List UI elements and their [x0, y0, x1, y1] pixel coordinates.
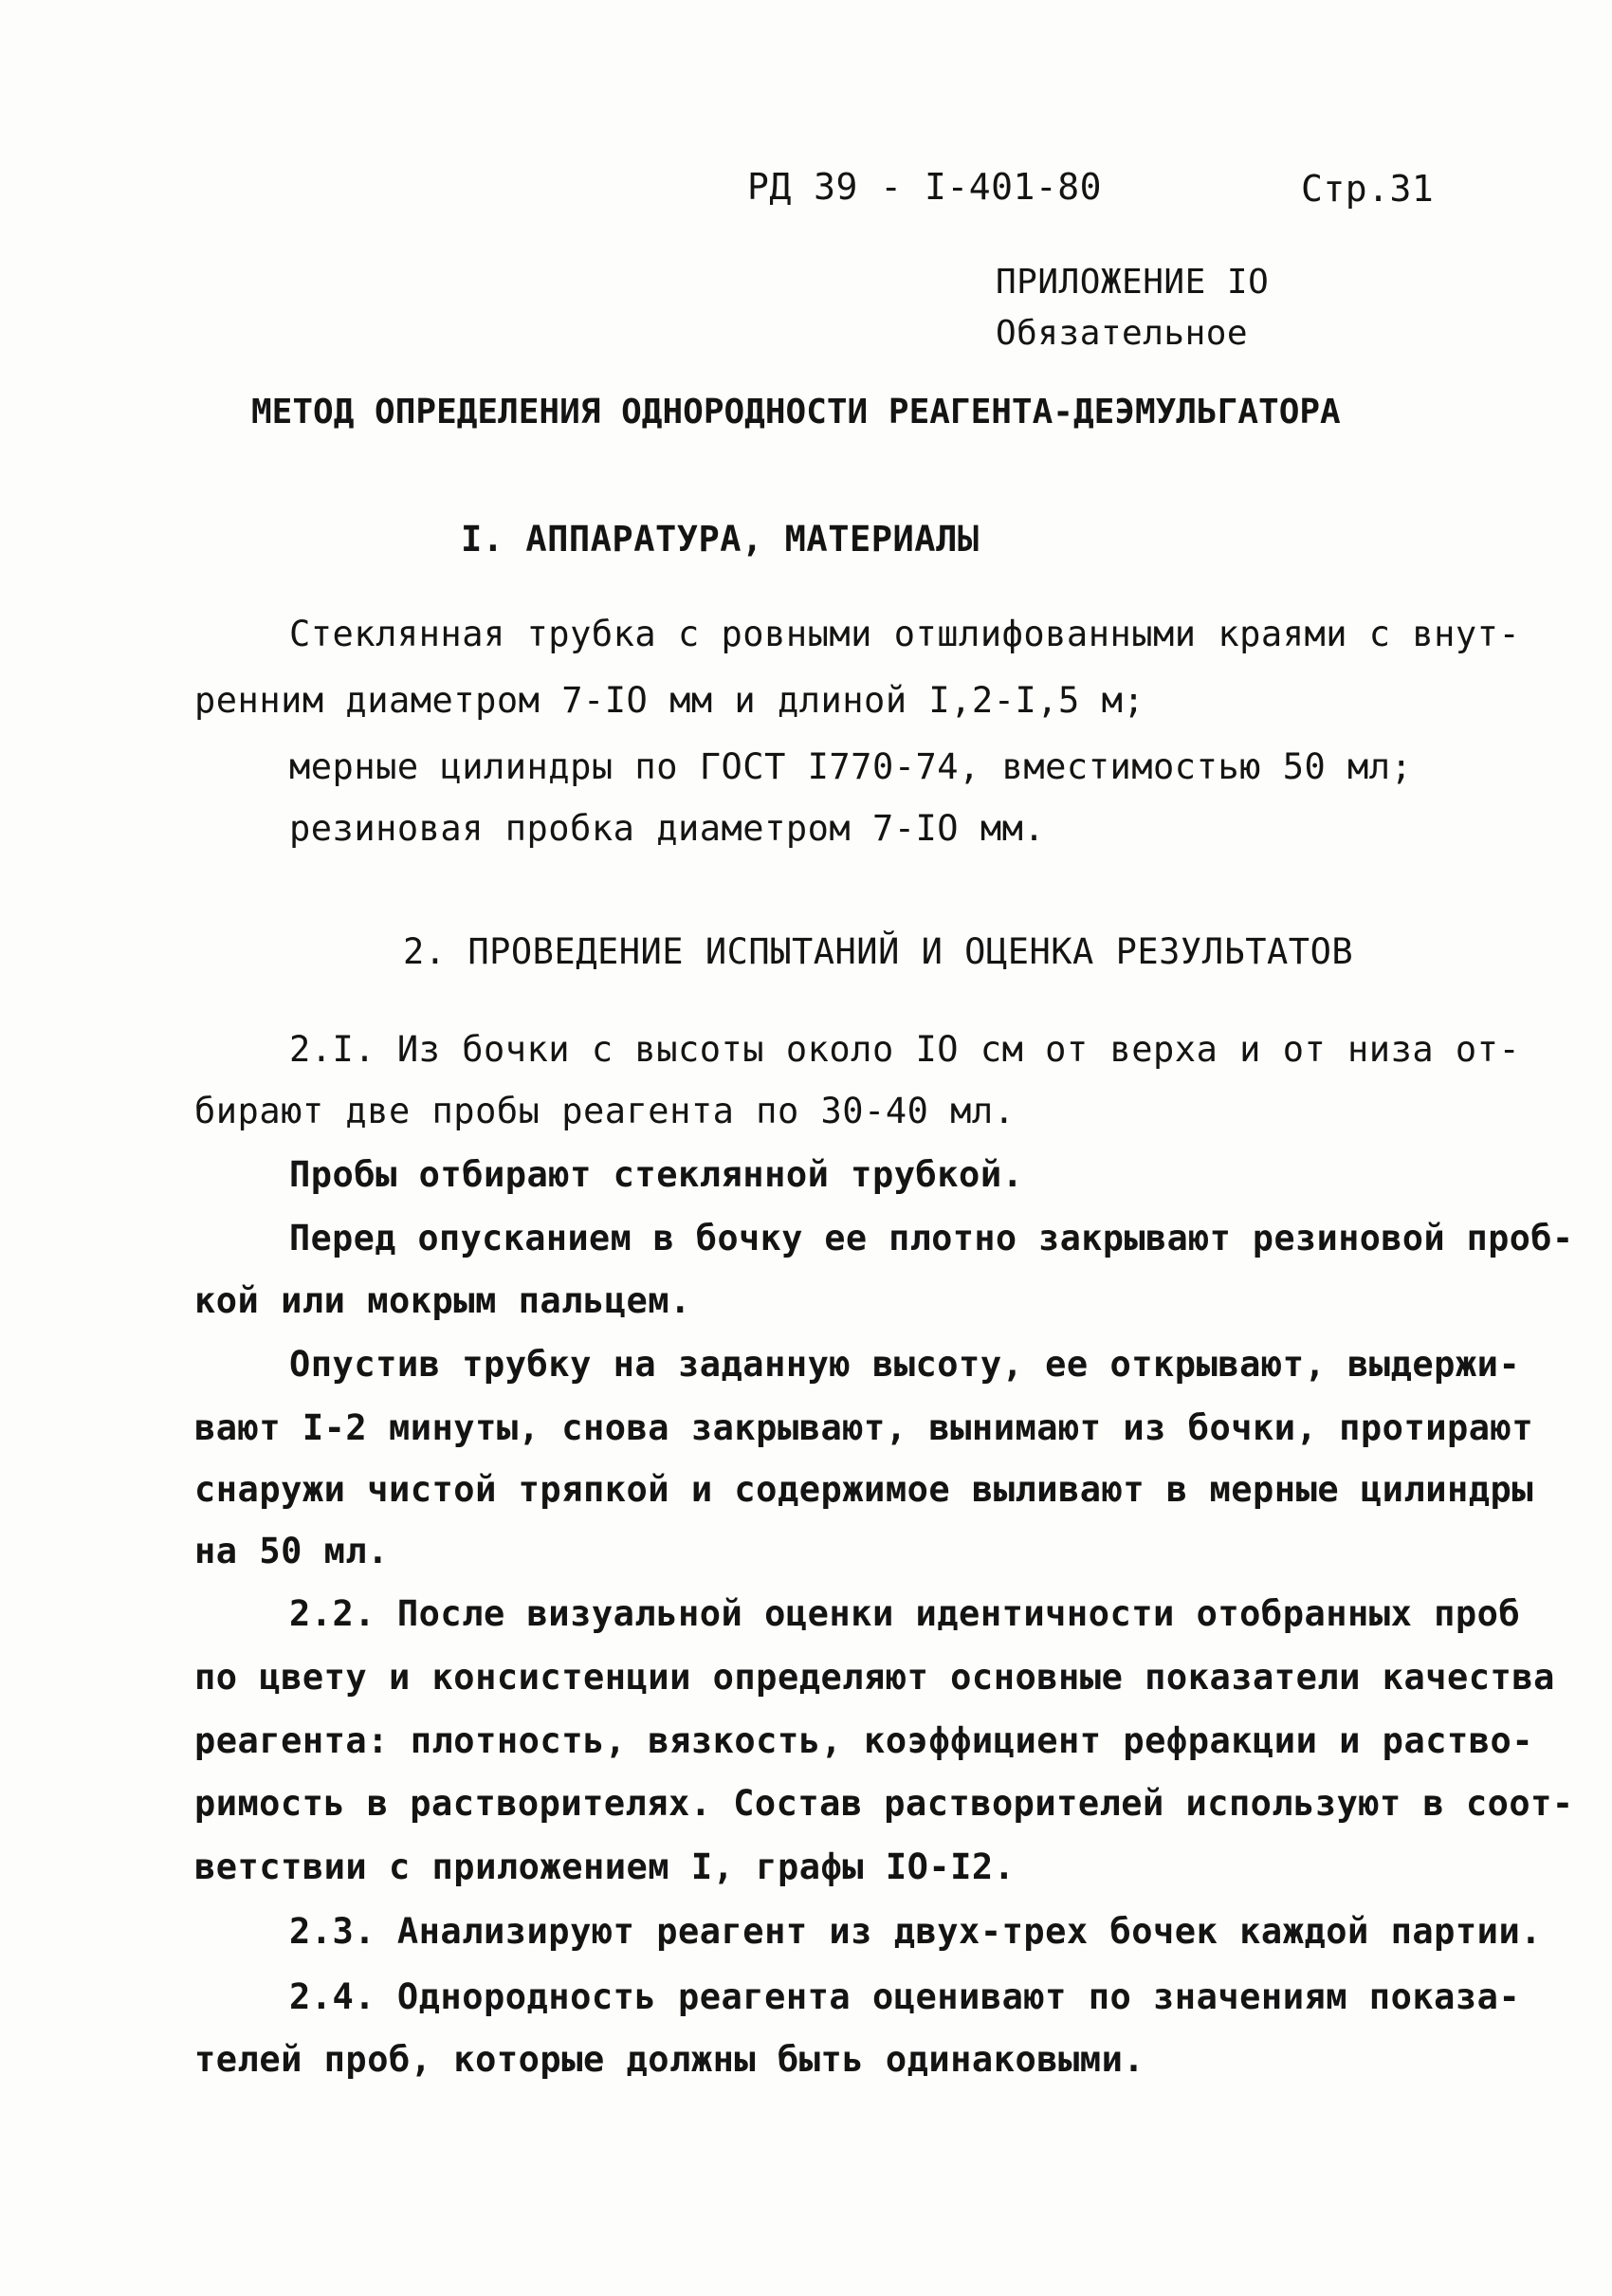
text-line: телей проб, которые должны быть одинаковыми.: [194, 2039, 1145, 2080]
section-heading-apparatus: I. АППАРАТУРА, МАТЕРИАЛЫ: [461, 519, 980, 560]
text-line: Опустив трубку на заданную высоту, ее открывают, выдержи-: [289, 1344, 1521, 1385]
document-code: РД 39 - I-401-80: [747, 166, 1103, 208]
annex-title: ПРИЛОЖЕНИЕ IO: [996, 263, 1270, 302]
text-line: на 50 мл.: [194, 1531, 389, 1571]
text-line: снаружи чистой тряпкой и содержимое выливают в мерные цилиндры: [194, 1469, 1534, 1510]
text-line: 2.I. Из бочки с высоты около IO см от верха и от низа от-: [289, 1029, 1521, 1070]
text-line: кой или мокрым пальцем.: [194, 1280, 691, 1321]
text-line: по цвету и консистенции определяют основные показатели качества: [194, 1657, 1555, 1698]
text-line: мерные цилиндры по ГОСТ I770-74, вместимостью 50 мл;: [289, 746, 1413, 787]
text-line: резиновая пробка диаметром 7-IO мм.: [289, 808, 1046, 849]
text-line: 2.2. После визуальной оценки идентичности отобранных проб: [289, 1593, 1521, 1634]
text-line: 2.4. Однородность реагента оценивают по значениям показа-: [289, 1976, 1521, 2017]
text-line: Стеклянная трубка с ровными отшлифованными краями с внут-: [289, 614, 1521, 654]
text-line: римость в растворителях. Состав растворителей используют в соот-: [194, 1783, 1574, 1824]
text-line: вают I-2 минуты, снова закрывают, вынимают из бочки, протирают: [194, 1407, 1534, 1448]
text-line: Пробы отбирают стеклянной трубкой.: [289, 1154, 1024, 1195]
text-line: ренним диаметром 7-IO мм и длиной I,2-I,5 м;: [194, 680, 1145, 721]
document-title: МЕТОД ОПРЕДЕЛЕНИЯ ОДНОРОДНОСТИ РЕАГЕНТА-ДЕЭМУЛЬГАТОРА: [251, 393, 1341, 432]
text-line: Перед опусканием в бочку ее плотно закрывают резиновой проб-: [289, 1218, 1574, 1258]
text-line: бирают две пробы реагента по 30-40 мл.: [194, 1091, 1016, 1131]
annex-status: Обязательное: [996, 314, 1249, 353]
page-number: Стр.31: [1301, 168, 1435, 210]
text-line: 2.3. Анализируют реагент из двух-трех бочек каждой партии.: [289, 1911, 1543, 1952]
text-line: реагента: плотность, вязкость, коэффициент рефракции и раство-: [194, 1720, 1534, 1761]
text-line: ветствии с приложением I, графы IO-I2.: [194, 1846, 1016, 1887]
section-heading-testing: 2. ПРОВЕДЕНИЕ ИСПЫТАНИЙ И ОЦЕНКА РЕЗУЛЬТАТОВ: [403, 931, 1354, 972]
